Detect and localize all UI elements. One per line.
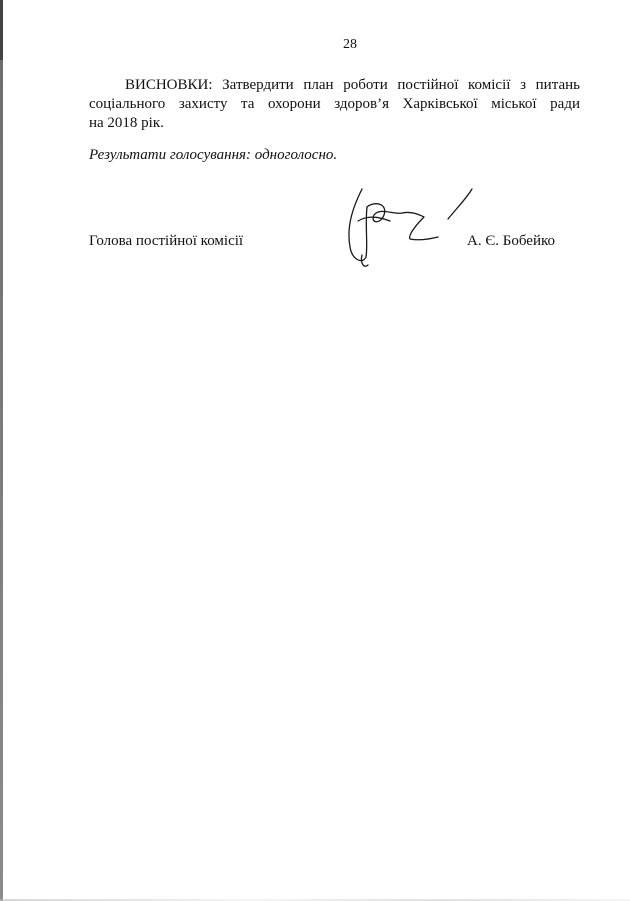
- word: питань: [535, 77, 580, 93]
- word: комісії: [468, 77, 511, 93]
- word: з: [520, 77, 527, 93]
- word: ради: [550, 96, 580, 112]
- signatory-name: А. Є. Бобейко: [467, 233, 555, 249]
- word: роботи: [343, 77, 388, 93]
- signature-stroke: [402, 212, 438, 239]
- word: Затвердити: [222, 77, 294, 93]
- page-number: 28: [343, 37, 357, 52]
- handwritten-signature: [340, 185, 480, 270]
- word: міської: [491, 96, 537, 112]
- conclusions-paragraph: [89, 76, 580, 133]
- scan-left-edge: [0, 0, 3, 901]
- word: та: [241, 96, 255, 112]
- voting-results: Результати голосування: одноголосно.: [89, 147, 338, 163]
- conclusions-line-1: [89, 76, 580, 95]
- word: Харківської: [402, 96, 478, 112]
- conclusions-line-3: на 2018 рік.: [89, 115, 164, 131]
- word: здоров’я: [334, 96, 389, 112]
- word: постійної: [397, 77, 459, 93]
- conclusions-line-2: [89, 95, 580, 114]
- word: захисту: [178, 96, 228, 112]
- signature-stroke: [349, 189, 367, 261]
- signature-stroke: [448, 189, 472, 219]
- word: ВИСНОВКИ:: [125, 77, 213, 93]
- word: охорони: [268, 96, 321, 112]
- word: соціального: [89, 96, 166, 112]
- signatory-title: Голова постійної комісії: [89, 233, 244, 249]
- word: план: [303, 77, 334, 93]
